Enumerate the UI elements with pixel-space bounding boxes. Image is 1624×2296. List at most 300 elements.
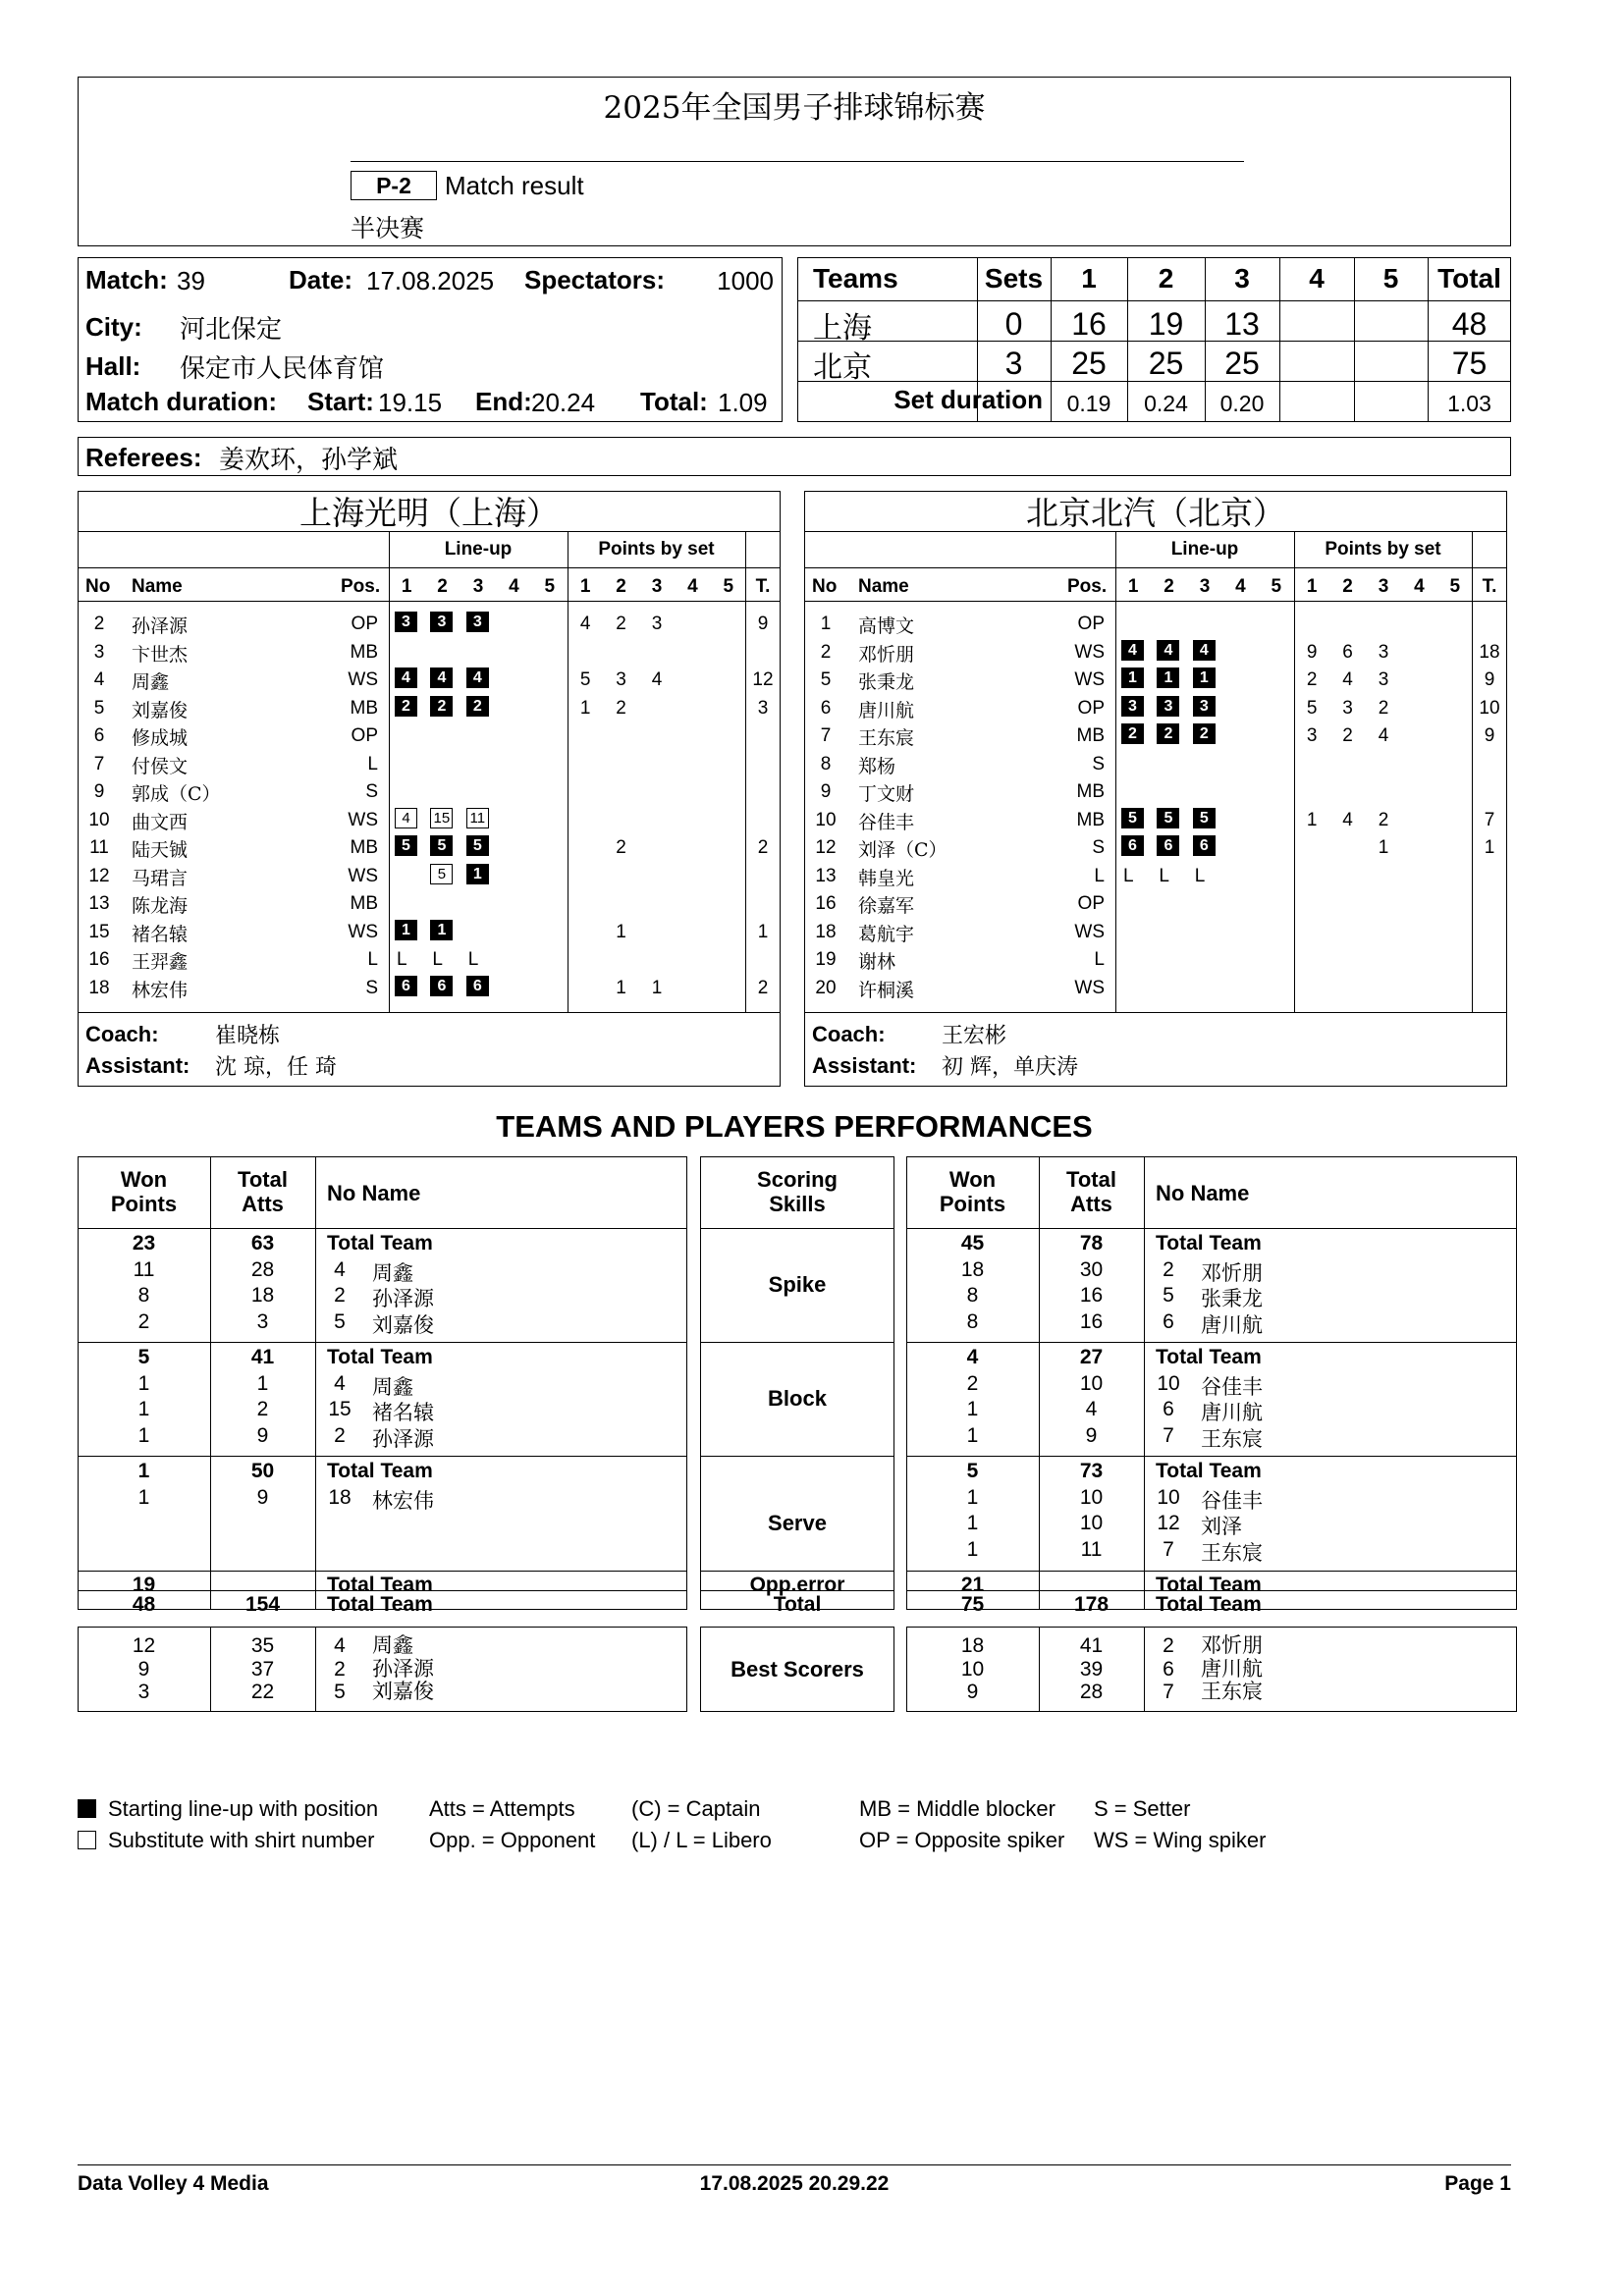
player-number: 5 (820, 669, 832, 690)
player-position: WS (1074, 977, 1105, 998)
player-name: 王东宸 (858, 727, 915, 749)
points-set-header: 1 (579, 576, 591, 597)
perf-player-name: 王东宸 (1201, 1426, 1263, 1451)
atts-header: Atts (242, 1192, 284, 1216)
set-duration-5: 1.03 (1447, 391, 1491, 416)
points-set-2: 4 (1342, 669, 1353, 690)
points-set-2: 3 (1342, 697, 1353, 719)
points-set-3: 3 (651, 614, 663, 634)
points-total: 2 (757, 977, 769, 998)
grid-line (804, 1012, 1507, 1013)
lineup-starting-box: 2 (395, 696, 417, 717)
player-row (804, 667, 1507, 694)
perf-player-no: 4 (334, 1257, 346, 1281)
points-set-header: 4 (1414, 576, 1425, 597)
player-number: 6 (93, 725, 105, 746)
perf-total-won: 48 (132, 1593, 156, 1616)
lineup-libero: L (1194, 865, 1206, 886)
player-name: 许桐溪 (858, 979, 915, 1001)
best-won: 3 (137, 1681, 150, 1703)
lineup-starting-box: 1 (466, 864, 489, 884)
footer-timestamp: 17.08.2025 20.29.22 (699, 2172, 890, 2195)
player-number: 7 (93, 753, 105, 774)
assistant-names: 初 辉，单庆涛 (942, 1055, 1078, 1080)
lineup-starting-box: 6 (1157, 835, 1179, 856)
lineup-starting-box: 4 (466, 667, 489, 688)
perf-player-name: 唐川航 (1201, 1401, 1263, 1424)
grid-line (906, 1571, 1517, 1572)
grid-line (1144, 1156, 1145, 1610)
perf-won: 1 (966, 1423, 979, 1447)
best-player-name: 刘嘉俊 (372, 1680, 434, 1703)
player-name: 马珺言 (132, 867, 189, 889)
best-atts: 35 (250, 1634, 275, 1657)
lineup-set-header: 5 (1271, 576, 1282, 597)
city-label: City: (85, 312, 142, 342)
player-number: 4 (93, 669, 105, 690)
points-set-2: 1 (616, 977, 626, 998)
set-duration-0: 0.19 (1066, 391, 1111, 416)
best-won: 9 (966, 1681, 979, 1703)
score-cell-s3: 25 (1224, 346, 1260, 381)
player-position: WS (348, 865, 378, 886)
best-won: 9 (137, 1657, 150, 1681)
score-header-3: 2 (1158, 263, 1174, 294)
points-total: 9 (1484, 669, 1495, 690)
points-total: 3 (757, 697, 769, 719)
perf-atts: 16 (1079, 1284, 1104, 1307)
referees-label: Referees: (85, 443, 202, 472)
player-row (78, 807, 781, 834)
grid-line (78, 1456, 687, 1457)
perf-player-name: 林宏伟 (372, 1488, 434, 1513)
starting-lineup-text: Starting line-up with position (108, 1796, 379, 1821)
points-set-header: 2 (616, 576, 626, 597)
perf-atts: 10 (1079, 1485, 1104, 1509)
player-name: 郑杨 (858, 755, 896, 777)
best-player-no: 7 (1163, 1681, 1174, 1703)
player-row (78, 667, 781, 694)
score-header-6: 5 (1382, 263, 1399, 294)
lineup-starting-box: 5 (466, 835, 489, 856)
player-row (804, 722, 1507, 750)
grid-line (78, 1342, 687, 1343)
lineup-starting-box: 1 (430, 920, 453, 940)
lineup-header: Line-up (444, 539, 513, 560)
score-header-5: 4 (1309, 263, 1325, 294)
best-player-no: 6 (1163, 1657, 1174, 1681)
player-number: 10 (815, 809, 837, 830)
player-name: 高博文 (858, 615, 915, 637)
player-row (804, 946, 1507, 974)
grid-line (315, 1156, 316, 1610)
perf-atts: 1 (256, 1371, 269, 1395)
lineup-substitute-box: 11 (466, 808, 489, 828)
perf-atts: 27 (1079, 1346, 1104, 1368)
score-cell-s3: 13 (1224, 306, 1260, 342)
best-player-name: 孙泽源 (372, 1656, 434, 1681)
player-row (804, 890, 1507, 918)
coach-name: 王宏彬 (942, 1024, 1007, 1048)
perf-opp_error-team: Total Team (327, 1574, 433, 1596)
lineup-header: Line-up (1170, 539, 1239, 560)
start-label: Start: (307, 387, 374, 416)
lineup-starting-box: 3 (1193, 696, 1216, 717)
player-row (804, 807, 1507, 834)
player-number: 20 (815, 977, 837, 998)
points-set-2: 2 (616, 837, 626, 858)
player-number: 2 (93, 614, 105, 634)
grid-line (700, 1228, 894, 1229)
best-atts: 39 (1079, 1657, 1104, 1681)
perf-won: 5 (137, 1346, 150, 1368)
atts-header: Atts (1070, 1192, 1112, 1216)
no-header: No (85, 576, 111, 597)
grid-line (78, 1571, 687, 1572)
lineup-set-header: 2 (437, 576, 448, 597)
points-set-2: 2 (1342, 725, 1353, 746)
points-set-1: 3 (1306, 725, 1318, 746)
player-position: MB (350, 837, 378, 858)
pos-header: Pos. (341, 576, 381, 597)
player-row (804, 611, 1507, 638)
perf-won: 8 (137, 1284, 150, 1307)
report-code-text: P-2 (376, 173, 411, 198)
perf-won: 11 (133, 1257, 155, 1281)
player-row (78, 890, 781, 918)
best-won: 12 (132, 1634, 156, 1657)
perf-atts: 9 (1085, 1423, 1098, 1447)
player-position: WS (348, 669, 378, 690)
player-row (78, 946, 781, 974)
points-set-1: 5 (1306, 697, 1318, 719)
perf-atts: 9 (256, 1423, 269, 1447)
match-phase: 半决赛 (351, 214, 425, 242)
perf-total-atts: 178 (1073, 1593, 1110, 1616)
player-name: 刘嘉俊 (132, 699, 189, 721)
points-header: Points by set (1325, 539, 1441, 560)
no-name-header: No Name (327, 1181, 421, 1205)
match-date-label: Date: (289, 265, 353, 294)
points-total: 18 (1479, 641, 1500, 663)
player-name: 曲文西 (132, 811, 189, 833)
legend-atts: Atts = Attempts (429, 1796, 575, 1821)
best-won: 18 (960, 1634, 985, 1657)
points-set-header: 1 (1306, 576, 1318, 597)
player-name: 刘泽（C） (858, 839, 947, 861)
points-total: 1 (757, 921, 769, 942)
perf-won: 8 (966, 1309, 979, 1333)
player-row (804, 695, 1507, 722)
player-row (78, 863, 781, 890)
player-number: 10 (88, 809, 110, 830)
player-number: 18 (815, 921, 837, 942)
perf-player-no: 18 (328, 1485, 352, 1509)
best-atts: 41 (1079, 1634, 1104, 1657)
player-position: MB (350, 893, 378, 914)
grid-line (78, 1012, 781, 1013)
assistant-label: Assistant: (85, 1053, 190, 1078)
lineup-starting-box: 4 (1121, 640, 1144, 661)
score-cell-s2: 25 (1148, 346, 1184, 381)
legend-s: S = Setter (1094, 1796, 1191, 1821)
points-set-3: 1 (651, 977, 663, 998)
player-position: WS (1074, 669, 1105, 690)
player-number: 12 (88, 865, 110, 886)
player-number: 1 (820, 614, 832, 634)
perf-won: 5 (966, 1460, 979, 1482)
t-header: T. (1482, 576, 1497, 597)
player-position: OP (1077, 697, 1105, 719)
player-name: 孙泽源 (132, 615, 189, 637)
player-name: 唐川航 (858, 699, 915, 721)
match-number-label: Match: (85, 265, 168, 294)
footer-software: Data Volley 4 Media (78, 2172, 269, 2195)
hall: 保定市人民体育馆 (180, 354, 385, 384)
perf-won: 1 (137, 1460, 150, 1482)
legend-captain: (C) = Captain (631, 1796, 761, 1821)
perf-total-label: Total (773, 1593, 822, 1616)
player-position: OP (351, 614, 378, 634)
score-cell-sets: 3 (1004, 346, 1023, 381)
perf-atts: 11 (1080, 1537, 1103, 1561)
player-position: MB (1076, 781, 1105, 802)
score-cell-s1: 25 (1071, 346, 1107, 381)
perf-player-name: 刘嘉俊 (372, 1312, 434, 1337)
score-header-0: Teams (813, 263, 898, 294)
lineup-starting-box: 6 (430, 976, 453, 996)
player-row (804, 834, 1507, 862)
grid-line (389, 567, 781, 568)
perf-won: 1 (966, 1512, 979, 1534)
lineup-starting-box: 5 (395, 835, 417, 856)
lineup-starting-box: 1 (1193, 667, 1216, 688)
perf-atts: 50 (250, 1460, 275, 1482)
points-set-3: 4 (1378, 725, 1389, 746)
perf-opp_error-label: Opp.error (749, 1574, 845, 1596)
set-duration-label: Set duration (893, 385, 1043, 414)
perf-player-no: 4 (334, 1371, 346, 1395)
lineup-starting-box: 6 (466, 976, 489, 996)
lineup-starting-box: 2 (1157, 723, 1179, 744)
player-number: 16 (88, 949, 110, 970)
lineup-substitute-box: 5 (430, 864, 453, 884)
lineup-libero: L (1123, 865, 1134, 886)
performances-title: TEAMS AND PLAYERS PERFORMANCES (496, 1109, 1093, 1144)
coach-label: Coach: (85, 1022, 159, 1046)
legend-mb: MB = Middle blocker (859, 1796, 1056, 1821)
lineup-starting-box: 1 (395, 920, 417, 940)
points-set-1: 9 (1306, 641, 1318, 663)
points-set-3: 1 (1378, 837, 1389, 858)
perf-player-name: 张秉龙 (1201, 1287, 1263, 1310)
total-header: Total (238, 1167, 288, 1192)
points-set-2: 3 (616, 669, 626, 690)
points-set-2: 4 (1342, 809, 1353, 830)
player-position: OP (1077, 893, 1105, 914)
referees-names: 姜欢环，孙学斌 (219, 446, 399, 475)
score-team-name: 北京 (813, 350, 872, 385)
starting-lineup-key (78, 1799, 96, 1818)
score-team-name: 上海 (813, 311, 872, 346)
player-row (78, 751, 781, 778)
player-position: S (1092, 837, 1105, 858)
perf-atts: 78 (1079, 1232, 1104, 1255)
lineup-set-header: 1 (401, 576, 412, 597)
perf-total-atts: 154 (244, 1593, 281, 1616)
best-atts: 28 (1079, 1681, 1104, 1703)
end-label: End: (475, 387, 532, 416)
player-number: 11 (89, 837, 109, 858)
player-name: 林宏伟 (132, 979, 189, 1001)
player-number: 9 (820, 781, 832, 802)
lineup-substitute-box: 4 (395, 808, 417, 828)
name-header: Name (132, 576, 183, 597)
player-position: WS (1074, 921, 1105, 942)
footer-rule (78, 2164, 1511, 2165)
pos-header: Pos. (1067, 576, 1108, 597)
substitute-key (78, 1831, 96, 1849)
skill-block: Block (768, 1386, 827, 1411)
perf-won: 2 (137, 1309, 150, 1333)
perf-total-team: Total Team (327, 1593, 433, 1616)
assistant-names: 沈 琼，任 琦 (215, 1055, 337, 1080)
player-row (78, 639, 781, 667)
perf-won: 1 (137, 1398, 150, 1420)
lineup-starting-box: 3 (395, 612, 417, 632)
perf-player-name: 周鑫 (372, 1374, 413, 1399)
player-name: 付侯文 (132, 755, 189, 777)
player-number: 12 (815, 837, 837, 858)
perf-won: 1 (137, 1371, 150, 1395)
player-name: 王羿鑫 (132, 951, 189, 973)
player-row (804, 639, 1507, 667)
report-title: Match result (445, 171, 584, 200)
lineup-starting-box: 5 (1121, 808, 1144, 828)
lineup-starting-box: 4 (1193, 640, 1216, 661)
perf-won: 45 (960, 1232, 985, 1255)
legend-op: OP = Opposite spiker (859, 1828, 1065, 1852)
perf-won: 18 (960, 1257, 985, 1281)
match-number: 39 (177, 266, 205, 295)
player-name: 张秉龙 (858, 671, 915, 693)
points-set-1: 4 (579, 614, 591, 634)
player-row (78, 919, 781, 946)
roster-team-name: 北京北汽（北京） (1026, 494, 1285, 532)
points-set-1: 5 (579, 669, 591, 690)
grid-line (797, 300, 1511, 301)
match-date: 17.08.2025 (366, 266, 495, 295)
player-position: MB (1076, 725, 1105, 746)
perf-won: 1 (966, 1398, 979, 1420)
score-cell-total: 75 (1451, 346, 1488, 381)
points-total: 1 (1484, 837, 1495, 858)
player-position: MB (350, 641, 378, 663)
perf-total-team: Total Team (1156, 1460, 1262, 1482)
tournament-title: 2025年全国男子排球锦标赛 (603, 90, 986, 126)
set-duration-1: 0.24 (1144, 391, 1188, 416)
points-set-header: 5 (723, 576, 734, 597)
points-total: 7 (1484, 809, 1495, 830)
player-number: 13 (88, 893, 110, 914)
player-position: OP (1077, 614, 1105, 634)
player-number: 18 (88, 977, 110, 998)
perf-total-team: Total Team (1156, 1346, 1262, 1368)
lineup-starting-box: 3 (466, 612, 489, 632)
player-row (804, 778, 1507, 806)
perf-atts: 2 (256, 1398, 269, 1420)
lineup-starting-box: 2 (466, 696, 489, 717)
player-row (78, 834, 781, 862)
lineup-set-header: 2 (1164, 576, 1174, 597)
lineup-starting-box: 3 (1157, 696, 1179, 717)
lineup-libero: L (467, 949, 479, 970)
spectators-count: 1000 (717, 266, 774, 295)
city: 河北保定 (180, 315, 283, 345)
total-time: 1.09 (718, 388, 768, 417)
player-row (78, 611, 781, 638)
player-number: 7 (820, 725, 832, 746)
player-position: MB (350, 697, 378, 719)
lineup-set-header: 3 (1199, 576, 1211, 597)
start-time: 19.15 (378, 388, 443, 417)
perf-total-team: Total Team (1156, 1593, 1262, 1616)
grid-line (804, 601, 1507, 602)
points-set-2: 2 (616, 697, 626, 719)
end-time: 20.24 (531, 388, 596, 417)
perf-opp_error-team: Total Team (1156, 1574, 1262, 1596)
points-set-2: 6 (1342, 641, 1353, 663)
points-set-header: 3 (651, 576, 663, 597)
total-label: Total: (640, 387, 708, 416)
player-name: 修成城 (132, 727, 189, 749)
player-row (804, 751, 1507, 778)
player-name: 周鑫 (132, 671, 170, 693)
perf-player-no: 5 (334, 1309, 346, 1333)
player-position: WS (1074, 641, 1105, 663)
player-number: 6 (820, 697, 832, 719)
lineup-starting-box: 6 (395, 976, 417, 996)
skills-header: Skills (769, 1192, 826, 1216)
perf-total-team: Total Team (327, 1460, 433, 1482)
score-header-2: 1 (1081, 263, 1097, 294)
lineup-set-header: 1 (1127, 576, 1139, 597)
perf-atts: 30 (1079, 1257, 1104, 1281)
coach-label: Coach: (812, 1022, 886, 1046)
player-position: L (367, 949, 378, 970)
total-header: Total (1066, 1167, 1116, 1192)
score-cell-total: 48 (1451, 306, 1488, 342)
points-total: 12 (752, 669, 774, 690)
best-atts: 22 (250, 1681, 275, 1703)
perf-player-name: 周鑫 (372, 1260, 413, 1285)
skill-spike: Spike (768, 1272, 827, 1297)
grid-line (906, 1456, 1517, 1457)
player-name: 郭成（C） (132, 783, 221, 805)
player-number: 9 (93, 781, 105, 802)
perf-won: 1 (966, 1537, 979, 1561)
lineup-set-header: 4 (1235, 576, 1246, 597)
player-name: 徐嘉军 (858, 895, 915, 917)
lineup-starting-box: 5 (1193, 808, 1216, 828)
points-set-header: 2 (1342, 576, 1353, 597)
grid-line (906, 1228, 1517, 1229)
player-name: 韩皇光 (858, 867, 915, 889)
grid-line (700, 1456, 894, 1457)
lineup-starting-box: 2 (430, 696, 453, 717)
lineup-starting-box: 2 (1121, 723, 1144, 744)
perf-total-won: 75 (960, 1593, 985, 1616)
